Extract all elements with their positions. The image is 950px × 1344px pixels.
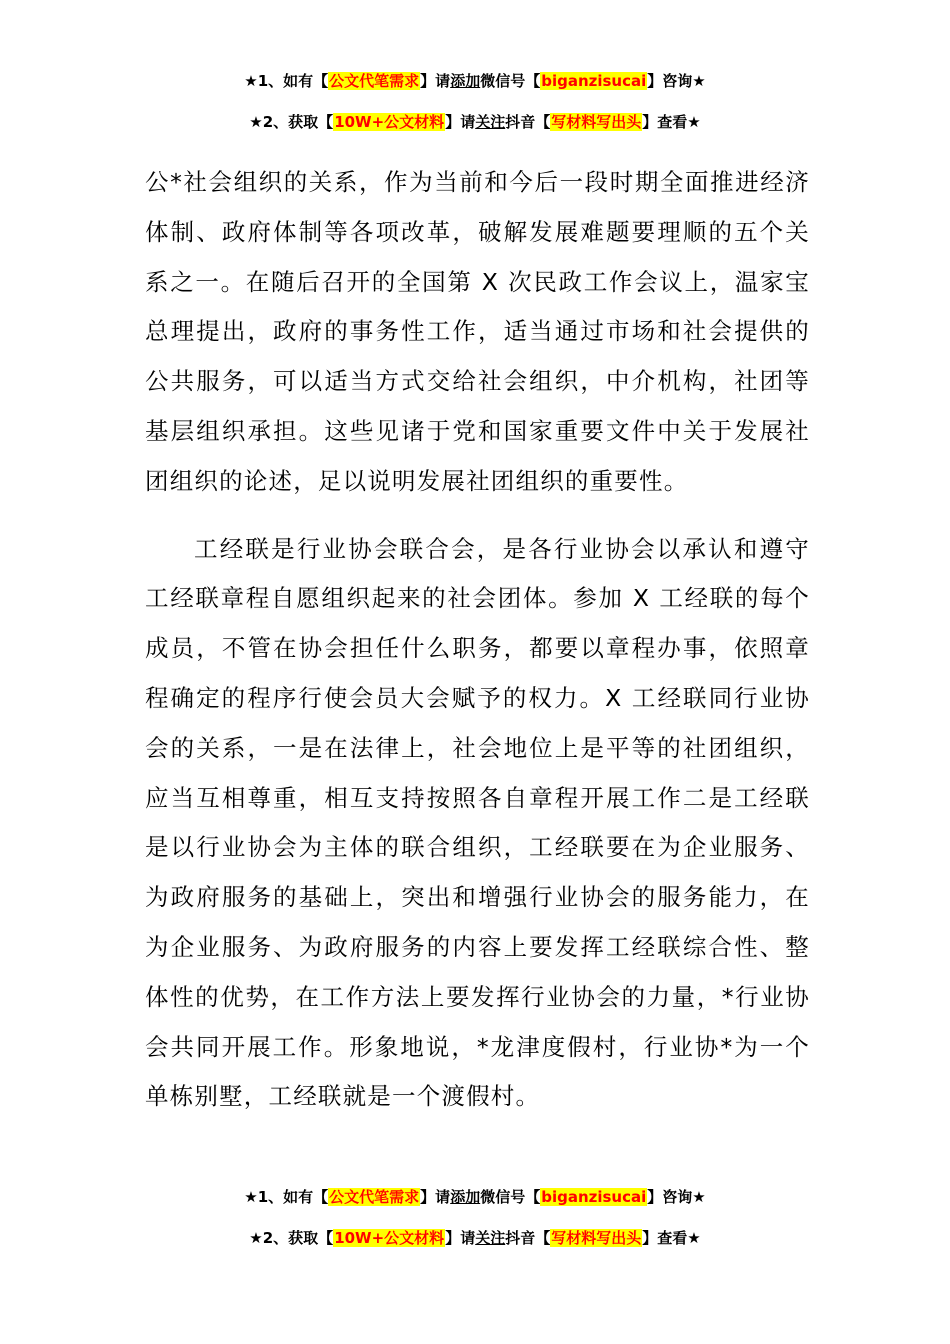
promo-prefix: ★1、如有【 — [244, 72, 329, 90]
promo-text: 】请 — [445, 1229, 476, 1247]
promo-text: 微信号【 — [480, 1188, 541, 1206]
promo-underlined-action: 添加 — [450, 72, 481, 90]
promo-highlight-wechat-id: biganzisucai — [541, 72, 647, 90]
promo-highlight-wechat-id: biganzisucai — [541, 1188, 647, 1206]
promo-prefix: ★1、如有【 — [244, 1188, 329, 1206]
body-paragraph-1: 公*社会组织的关系，作为当前和今后一段时期全面推进经济体制、政府体制等各项改革，破解发展难题要理顺的五个关系之一。在随后召开的全国第 X 次民政工作会议上，温家宝总理提出，政府的事务性工作，适当通过市场和社会提供的公共服务，可以适当方式交给社会组织，中介机构，社团等基层组织承担。这些见诸于党和国家重要文件中关于发展社团组织的论述，足以说明发展社团组织的重要性。 — [145, 168, 810, 495]
promo-text: 抖音【 — [505, 1229, 551, 1247]
footer-promo-line-2 — [0, 1227, 950, 1249]
promo-highlight-service: 公文代笔需求 — [329, 72, 420, 90]
promo-highlight-douyin-id: 写材料写出头 — [551, 113, 642, 131]
header-promo-line-1 — [0, 70, 950, 92]
promo-text: 】请 — [445, 113, 476, 131]
promo-highlight-materials: 10W+公文材料 — [334, 113, 445, 131]
promo-highlight-douyin-id: 写材料写出头 — [551, 1229, 642, 1247]
promo-text: 】请 — [420, 72, 451, 90]
footer-promo-line-1 — [0, 1186, 950, 1208]
document-body — [145, 158, 810, 1122]
promo-prefix: ★2、获取【 — [249, 113, 334, 131]
promo-underlined-action: 添加 — [450, 1188, 481, 1206]
promo-text: 微信号【 — [480, 72, 541, 90]
promo-highlight-service: 公文代笔需求 — [329, 1188, 420, 1206]
promo-text: 抖音【 — [505, 113, 551, 131]
promo-prefix: ★2、获取【 — [249, 1229, 334, 1247]
promo-underlined-action: 关注 — [475, 113, 506, 131]
header-promo-line-2 — [0, 111, 950, 133]
promo-underlined-action: 关注 — [475, 1229, 506, 1247]
promo-suffix: 】咨询★ — [647, 72, 706, 90]
promo-suffix: 】查看★ — [642, 113, 701, 131]
promo-suffix: 】查看★ — [642, 1229, 701, 1247]
promo-suffix: 】咨询★ — [647, 1188, 706, 1206]
body-paragraph-2: 工经联是行业协会联合会，是各行业协会以承认和遵守工经联章程自愿组织起来的社会团体。参加 X 工经联的每个成员，不管在协会担任什么职务，都要以章程办事，依照章程确定的程序行使会员大会赋予的权力。X 工经联同行业协会的关系，一是在法律上，社会地位上是平等的社团组织，应当互相尊重，相互支持按照各自章程开展工作二是工经联是以行业协会为主体的联合组织，工经联要在为企业服务、为政府服务的基础上，突出和增强行业协会的服务能力，在为企业服务、为政府服务的内容上要发挥工经联综合性、整体性的优势，在工作方法上要发挥行业协会的力量，*行业协会共同开展工作。形象地说，*龙津度假村，行业协*为一个单栋别墅，工经联就是一个渡假村。 — [145, 534, 810, 1111]
promo-text: 】请 — [420, 1188, 451, 1206]
promo-highlight-materials: 10W+公文材料 — [334, 1229, 445, 1247]
